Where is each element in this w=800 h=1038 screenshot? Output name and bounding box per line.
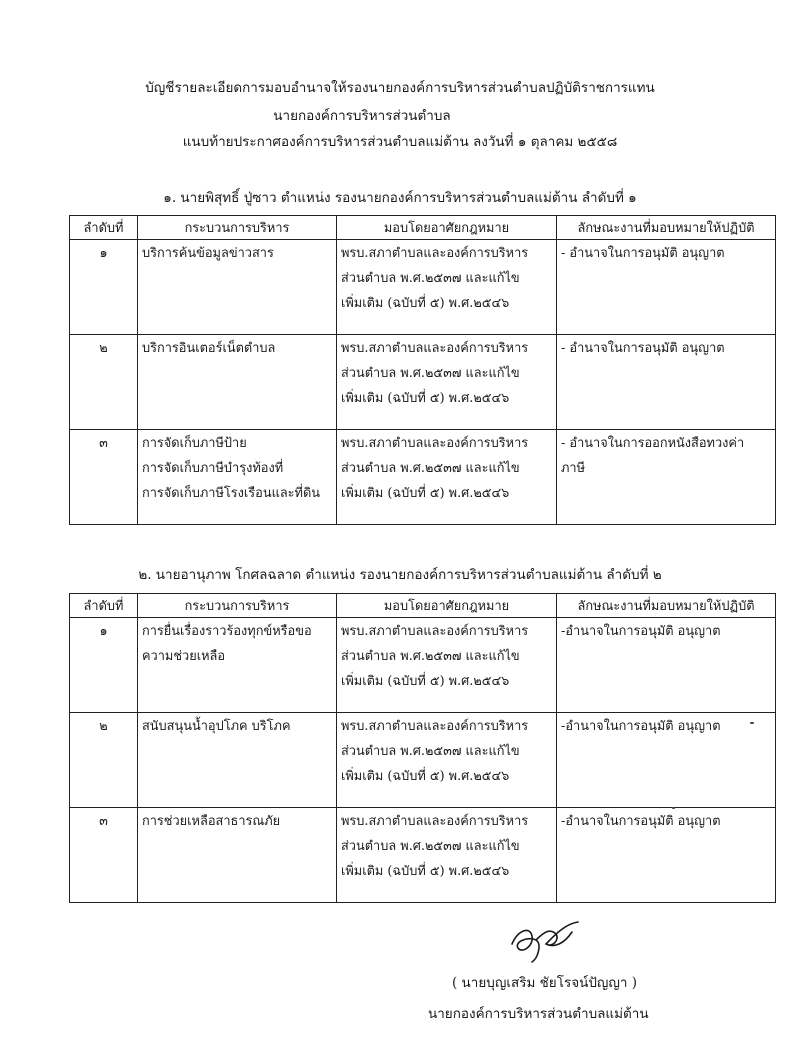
column-header-number: ลำดับที่ [70,594,138,618]
column-header-law: มอบโดยอาศัยกฎหมาย [337,594,557,618]
law-cell-line: ส่วนตำบล พ.ศ.๒๕๓๗ และแก้ไข [341,744,520,759]
row-number: ๓ [70,430,138,525]
signatory-title: นายกองค์การบริหารส่วนตำบลแม่ต้าน [428,1006,649,1022]
table-row [70,240,776,335]
table-header-row [70,594,776,618]
law-cell-line: พรบ.สภาตำบลและองค์การบริหาร [341,341,529,356]
process-cell [138,713,337,808]
process-cell-line: การจัดเก็บภาษีป้าย [142,436,247,451]
law-cell-line: เพิ่มเติม (ฉบับที่ ๕) พ.ศ.๒๕๔๖ [341,769,510,784]
law-cell-line: พรบ.สภาตำบลและองค์การบริหาร [341,814,529,829]
law-cell-line: ส่วนตำบล พ.ศ.๒๕๓๗ และแก้ไข [341,271,520,286]
law-cell-line: พรบ.สภาตำบลและองค์การบริหาร [341,436,529,451]
law-cell [337,335,557,430]
process-cell [138,430,337,525]
column-header-law: มอบโดยอาศัยกฎหมาย [337,216,557,240]
scan-speck [750,722,754,724]
section-2-table [69,593,776,903]
task-cell-line: - อำนาจในการออกหนังสือทวงค่า [561,436,745,451]
column-header-number: ลำดับที่ [70,216,138,240]
document-title: บัญชีรายละเอียดการมอบอำนาจให้รองนายกองค์การบริหารส่วนตำบลปฏิบัติราชการแทน [145,80,655,96]
signatory-name: ( นายบุญเสริม ชัยโรจน์ปัญญา ) [452,975,638,991]
task-cell [557,430,776,525]
process-cell [138,808,337,903]
handwritten-signature [506,918,586,966]
table-row [70,430,776,525]
law-cell-line: ส่วนตำบล พ.ศ.๒๕๓๗ และแก้ไข [341,461,520,476]
law-cell-line: เพิ่มเติม (ฉบับที่ ๕) พ.ศ.๒๕๔๖ [341,296,510,311]
law-cell-line: เพิ่มเติม (ฉบับที่ ๕) พ.ศ.๒๕๔๖ [341,864,510,879]
law-cell [337,808,557,903]
task-cell-line: ภาษี [561,461,586,476]
law-cell [337,240,557,335]
column-header-process: กระบวนการบริหาร [138,216,337,240]
task-cell-line: -อำนาจในการอนุมัติ อนุญาต [561,719,721,734]
process-cell-line: การยื่นเรื่องราวร้องทุกข์หรือขอ [142,624,312,639]
process-cell-line: การช่วยเหลือสาธารณภัย [142,814,281,829]
process-cell-line: บริการค้นข้อมูลข่าวสาร [142,246,274,261]
column-header-task: ลักษณะงานที่มอบหมายให้ปฏิบัติ [557,216,776,240]
task-cell [557,335,776,430]
law-cell-line: เพิ่มเติม (ฉบับที่ ๕) พ.ศ.๒๕๔๖ [341,391,510,406]
law-cell [337,430,557,525]
table-header-row [70,216,776,240]
task-cell-line: -อำนาจในการอนุมัติ อนุญาต [561,624,721,639]
process-cell [138,240,337,335]
process-cell-line: ความช่วยเหลือ [142,649,226,664]
section-2-title: ๒. นายอานุภาพ โกศลฉลาด ตำแหน่ง รองนายกองค์การบริหารส่วนตำบลแม่ต้าน ลำดับที่ ๒ [138,567,662,583]
law-cell-line: ส่วนตำบล พ.ศ.๒๕๓๗ และแก้ไข [341,839,520,854]
process-cell-line: สนับสนุนน้ำอุปโภค บริโภค [142,719,291,734]
process-cell [138,618,337,713]
table-row [70,335,776,430]
task-cell [557,240,776,335]
row-number: ๒ [70,335,138,430]
task-cell [557,618,776,713]
law-cell-line: พรบ.สภาตำบลและองค์การบริหาร [341,624,529,639]
task-cell-line: - อำนาจในการอนุมัติ อนุญาต [561,341,725,356]
table-row [70,618,776,713]
document-subtitle: นายกองค์การบริหารส่วนตำบล [273,108,451,124]
task-cell-line: -อำนาจในการอนุมัติ อนุญาต [561,814,721,829]
law-cell-line: พรบ.สภาตำบลและองค์การบริหาร [341,246,529,261]
row-number: ๑ [70,618,138,713]
document-reference: แนบท้ายประกาศองค์การบริหารส่วนตำบลแม่ต้าน ลงวันที่ ๑ ตุลาคม ๒๕๕๘ [182,134,618,150]
task-cell [557,713,776,808]
law-cell-line: ส่วนตำบล พ.ศ.๒๕๓๗ และแก้ไข [341,366,520,381]
law-cell-line: เพิ่มเติม (ฉบับที่ ๕) พ.ศ.๒๕๔๖ [341,486,510,501]
column-header-task: ลักษณะงานที่มอบหมายให้ปฏิบัติ [557,594,776,618]
law-cell-line: ส่วนตำบล พ.ศ.๒๕๓๗ และแก้ไข [341,649,520,664]
law-cell [337,618,557,713]
law-cell [337,713,557,808]
task-cell-line: - อำนาจในการอนุมัติ อนุญาต [561,246,725,261]
row-number: ๓ [70,808,138,903]
row-number: ๑ [70,240,138,335]
section-1-table [69,215,776,525]
law-cell-line: เพิ่มเติม (ฉบับที่ ๕) พ.ศ.๒๕๔๖ [341,674,510,689]
process-cell-line: บริการอินเตอร์เน็ตตำบล [142,341,276,356]
table-row [70,808,776,903]
process-cell-line: การจัดเก็บภาษีโรงเรือนและที่ดิน [142,486,321,501]
section-1-title: ๑. นายพิสุทธิ์ ปู่ซาว ตำแหน่ง รองนายกองค์การบริหารส่วนตำบลแม่ต้าน ลำดับที่ ๑ [163,190,637,206]
table-row [70,713,776,808]
scan-speck [672,807,675,809]
task-cell [557,808,776,903]
process-cell [138,335,337,430]
process-cell-line: การจัดเก็บภาษีบำรุงท้องที่ [142,461,284,476]
column-header-process: กระบวนการบริหาร [138,594,337,618]
row-number: ๒ [70,713,138,808]
law-cell-line: พรบ.สภาตำบลและองค์การบริหาร [341,719,529,734]
